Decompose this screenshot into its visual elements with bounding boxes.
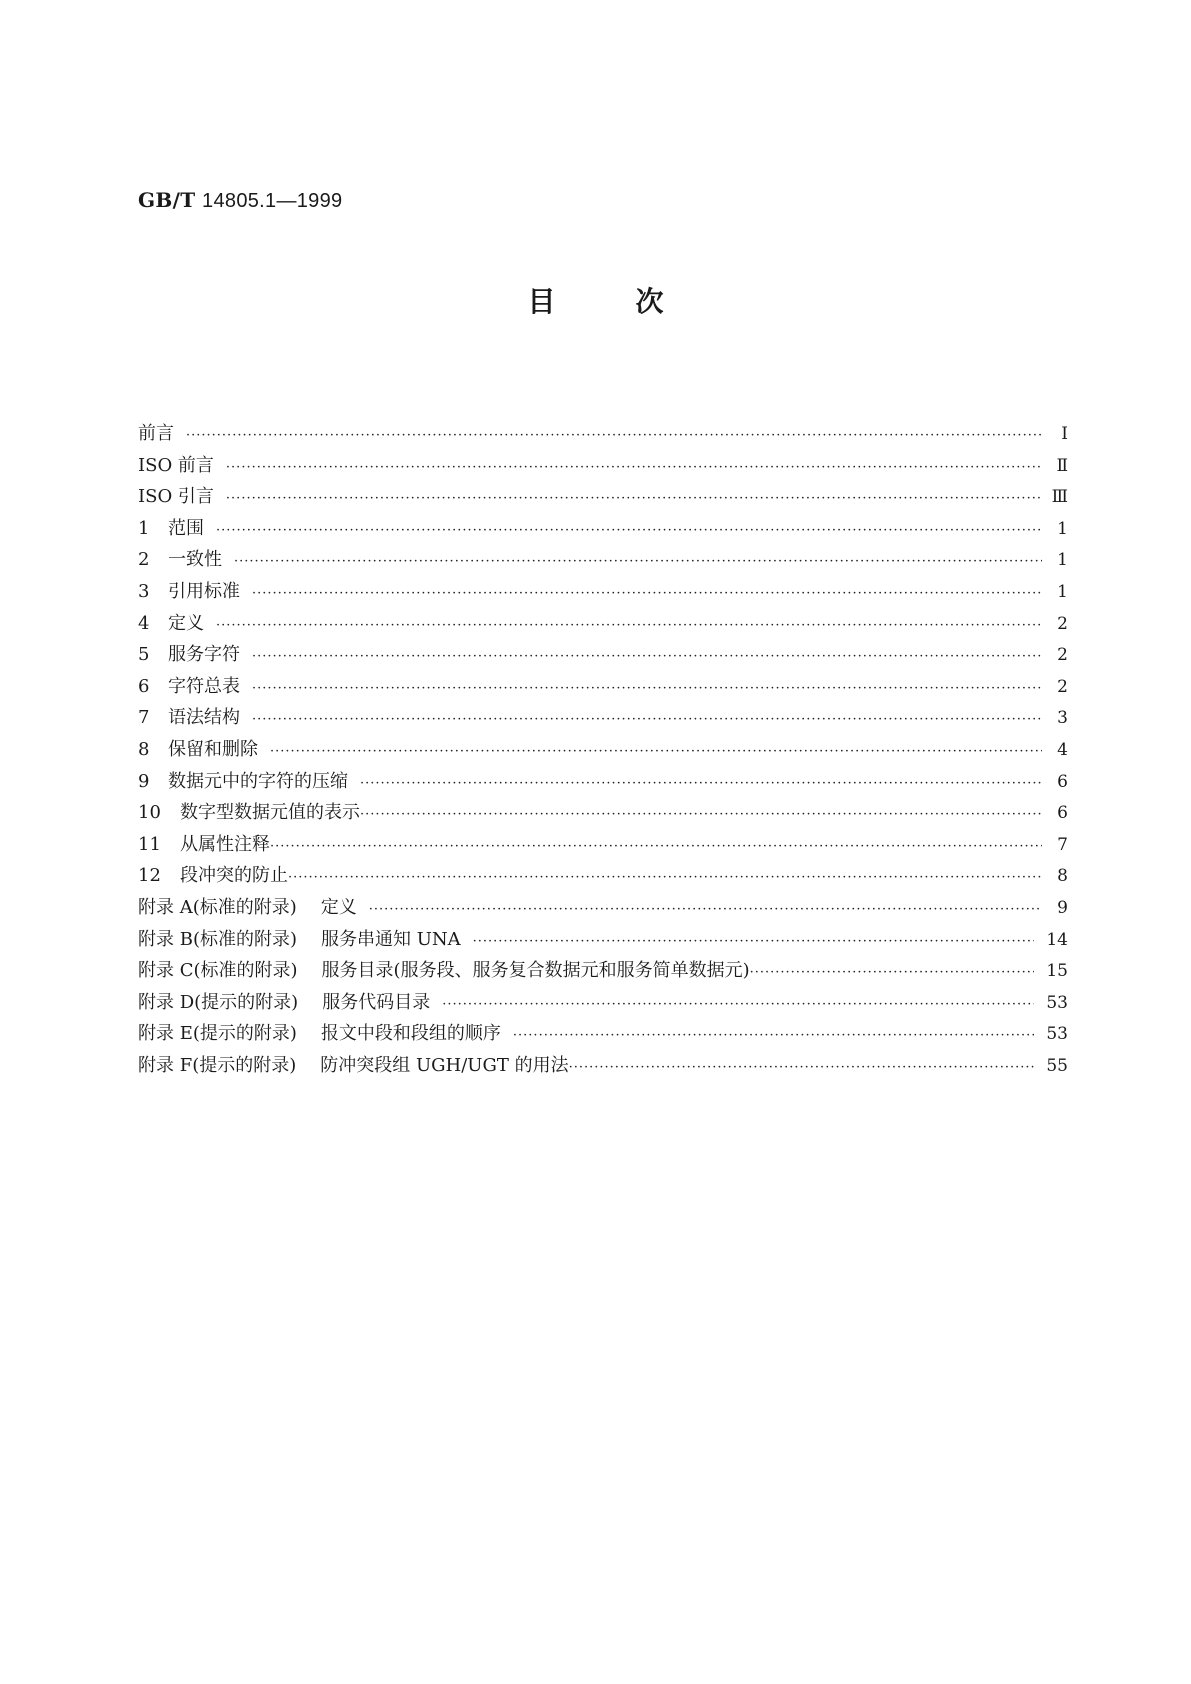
toc-entry-number: 1 <box>138 517 150 539</box>
dot-leader <box>360 776 1042 791</box>
toc-page-number: 14 <box>1046 929 1068 950</box>
toc-entry-number: 7 <box>138 707 150 729</box>
toc-entry-number: 2 <box>138 549 150 571</box>
table-of-contents <box>138 419 1068 1082</box>
dot-leader <box>473 934 1035 949</box>
toc-entry-title <box>138 893 357 919</box>
toc-page-number: 53 <box>1046 992 1068 1013</box>
toc-entry-label: 语法结构 <box>168 707 240 729</box>
toc-entry[interactable] <box>138 703 1068 735</box>
page-title: 目次 <box>527 285 744 318</box>
toc-entry-subtitle: 服务串通知 UNA <box>321 928 461 950</box>
toc-entry-number: 12 <box>138 865 161 887</box>
toc-page-number: 2 <box>1057 613 1068 634</box>
toc-entry-number: 3 <box>138 580 150 602</box>
toc-page-number: 6 <box>1057 803 1068 824</box>
toc-entry[interactable] <box>138 577 1068 609</box>
dot-leader <box>288 870 1042 885</box>
toc-entry-subtitle: 报文中段和段组的顺序 <box>320 1023 501 1045</box>
dot-leader <box>226 460 1042 475</box>
toc-entry[interactable] <box>138 482 1068 514</box>
toc-entry-label: 数字型数据元值的表示 <box>180 802 360 824</box>
toc-entry-title <box>138 419 174 445</box>
dot-leader <box>270 839 1042 854</box>
dot-leader <box>234 554 1042 569</box>
standard-code <box>138 188 342 213</box>
toc-entry[interactable] <box>138 798 1068 830</box>
toc-page-number: Ⅰ <box>1061 424 1068 444</box>
toc-entry[interactable] <box>138 988 1068 1020</box>
dot-leader <box>216 618 1042 633</box>
dot-leader <box>513 1028 1034 1043</box>
toc-entry[interactable] <box>138 956 1068 988</box>
toc-page-number: 1 <box>1057 550 1068 571</box>
toc-entry-label: 前言 <box>138 423 174 444</box>
toc-entry-title <box>138 925 461 951</box>
toc-entry-title <box>138 861 288 887</box>
toc-entry-title <box>138 703 240 729</box>
standard-number: 14805.1—1999 <box>202 190 343 212</box>
toc-entry-title <box>138 514 204 540</box>
toc-entry-label: 从属性注释 <box>180 833 270 855</box>
toc-page-number: 3 <box>1057 708 1068 729</box>
toc-entry-number: 4 <box>138 612 150 634</box>
toc-entry-label: 附录 E(提示的附录) <box>138 1023 297 1045</box>
dot-leader <box>186 428 1042 443</box>
toc-entry-label: 保留和删除 <box>168 738 258 760</box>
dot-leader <box>252 681 1042 696</box>
toc-entry-label: 附录 F(提示的附录) <box>138 1054 297 1076</box>
toc-page-number: 2 <box>1057 645 1068 666</box>
toc-entry-title <box>138 798 360 824</box>
dot-leader <box>360 807 1042 822</box>
toc-entry-title <box>138 577 240 603</box>
toc-entry-number: 10 <box>138 802 161 824</box>
standard-prefix: GB/T <box>138 188 196 212</box>
toc-entry-title <box>138 482 214 508</box>
toc-page-number: 2 <box>1057 676 1068 697</box>
toc-entry-number: 9 <box>138 770 150 792</box>
toc-page-number: 53 <box>1046 1024 1068 1045</box>
toc-entry-label: 附录 D(提示的附录) <box>138 991 299 1013</box>
toc-entry-title <box>138 956 750 982</box>
toc-entry-number: 5 <box>138 644 150 666</box>
toc-entry-label: 引用标准 <box>168 580 240 602</box>
toc-page-number: 6 <box>1057 771 1068 792</box>
toc-page-number: Ⅲ <box>1051 487 1068 508</box>
toc-page-number: 55 <box>1046 1055 1068 1076</box>
toc-entry-label: 数据元中的字符的压缩 <box>168 770 348 792</box>
toc-page-number: Ⅱ <box>1056 455 1068 476</box>
dot-leader <box>750 965 1035 980</box>
toc-entry[interactable] <box>138 672 1068 704</box>
toc-entry-title <box>138 451 214 477</box>
dot-leader <box>252 586 1042 601</box>
dot-leader <box>216 523 1042 538</box>
dot-leader <box>270 744 1042 759</box>
toc-page-number: 7 <box>1057 834 1068 855</box>
toc-entry-label: 附录 A(标准的附录) <box>138 896 297 918</box>
toc-entry[interactable] <box>138 735 1068 767</box>
toc-entry-subtitle: 服务目录(服务段、服务复合数据元和服务简单数据元) <box>321 960 750 982</box>
toc-entry-subtitle: 定义 <box>320 896 357 918</box>
toc-page-number: 15 <box>1046 961 1068 982</box>
toc-entry[interactable] <box>138 893 1068 925</box>
toc-entry[interactable] <box>138 609 1068 641</box>
toc-entry-number: 8 <box>138 738 150 760</box>
toc-entry[interactable] <box>138 767 1068 799</box>
dot-leader <box>252 712 1042 727</box>
toc-entry-title <box>138 988 430 1014</box>
toc-entry-number: 11 <box>138 833 161 855</box>
toc-entry[interactable] <box>138 925 1068 957</box>
toc-entry[interactable] <box>138 419 1068 451</box>
toc-entry-label: ISO 前言 <box>138 454 214 476</box>
dot-leader <box>252 649 1042 664</box>
toc-entry-label: 服务字符 <box>168 644 240 666</box>
toc-entry-label: 范围 <box>168 517 204 539</box>
toc-page-number: 1 <box>1057 518 1068 539</box>
toc-entry[interactable] <box>138 1019 1068 1051</box>
toc-page-number: 8 <box>1057 866 1068 887</box>
toc-entry-subtitle: 防冲突段组 UGH/UGT 的用法 <box>320 1054 569 1076</box>
toc-entry-label: 一致性 <box>168 549 222 571</box>
toc-entry[interactable] <box>138 640 1068 672</box>
toc-entry-label: ISO 引言 <box>138 486 214 508</box>
toc-entry-title <box>138 640 240 666</box>
toc-entry-title <box>138 1051 569 1077</box>
toc-page-number: 4 <box>1057 739 1068 760</box>
toc-entry[interactable] <box>138 514 1068 546</box>
toc-entry-title <box>138 830 270 856</box>
toc-entry-label: 定义 <box>168 612 204 634</box>
toc-entry-title <box>138 609 204 635</box>
toc-entry[interactable] <box>138 861 1068 893</box>
dot-leader <box>442 997 1034 1012</box>
toc-entry-label: 段冲突的防止 <box>180 865 288 887</box>
toc-entry-subtitle: 服务代码目录 <box>322 991 431 1013</box>
toc-page-number: 1 <box>1057 581 1068 602</box>
toc-entry[interactable] <box>138 451 1068 483</box>
toc-entry[interactable] <box>138 1051 1068 1083</box>
toc-entry-title <box>138 767 348 793</box>
toc-entry-label: 附录 C(标准的附录) <box>138 960 298 982</box>
toc-entry-title <box>138 545 222 571</box>
toc-entry-label: 字符总表 <box>168 675 240 697</box>
toc-entry[interactable] <box>138 830 1068 862</box>
toc-entry-title <box>138 1019 501 1045</box>
dot-leader <box>569 1060 1035 1075</box>
toc-entry-title <box>138 672 240 698</box>
toc-entry-number: 6 <box>138 675 150 697</box>
toc-entry[interactable] <box>138 545 1068 577</box>
toc-entry-title <box>138 735 258 761</box>
dot-leader <box>369 902 1042 917</box>
toc-page-number: 9 <box>1057 897 1068 918</box>
dot-leader <box>226 491 1040 506</box>
toc-entry-label: 附录 B(标准的附录) <box>138 928 297 950</box>
